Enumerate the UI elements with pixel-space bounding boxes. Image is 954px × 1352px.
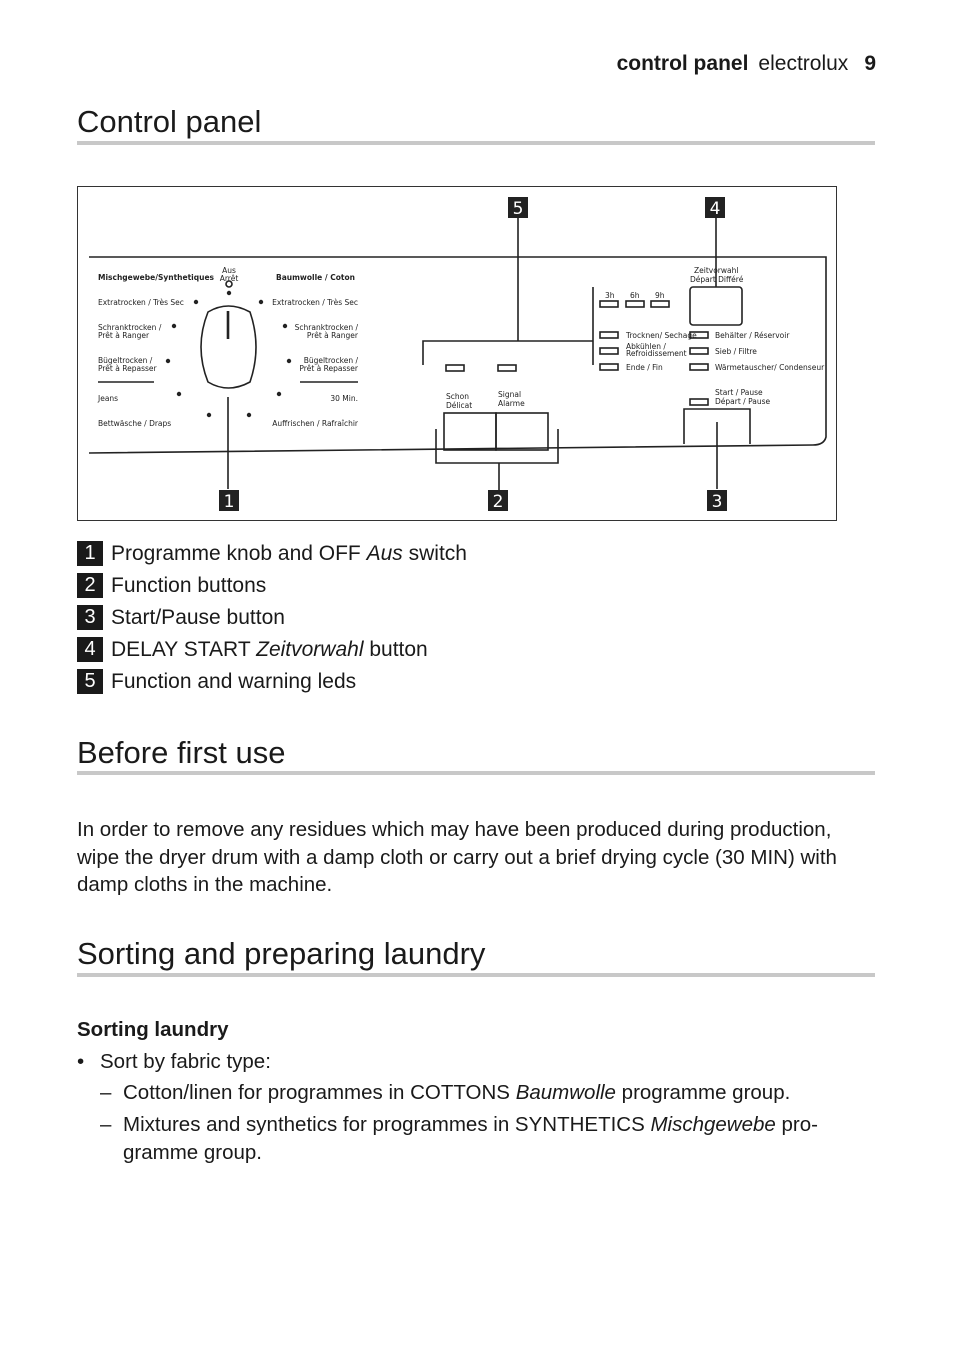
label-schon: Schon [446,392,469,401]
label-synthetics: Mischgewebe/Synthetiques [98,273,215,282]
page-number: 9 [864,52,876,75]
legend-text: Function and warning leds [111,670,357,693]
led-schon [446,365,464,371]
label-alarme: Alarme [498,399,525,408]
prog-left-1: Extratrocken / Très Sec [98,298,184,307]
control-panel-drawing [78,187,838,522]
prog-right-5: Auffrischen / Rafraîchir [272,419,358,428]
dash-italic: Baumwolle [515,1081,616,1104]
legend-italic: Aus [366,542,403,565]
legend-text-after: switch [402,542,467,565]
subheading-sorting-laundry: Sorting laundry [77,1018,229,1041]
legend-item [77,669,356,694]
legend-item [77,637,428,662]
label-depart-pause: Départ / Pause [715,397,771,406]
led-6h [626,301,644,307]
dash-continuation: gramme group. [123,1141,263,1164]
label-zeitvorwahl: Zeitvorwahl [694,266,739,275]
dash-text: Cotton/linen for programmes in COTTONS [123,1081,516,1104]
dash-item [123,1079,790,1107]
prog-right-1: Extratrocken / Très Sec [272,298,358,307]
prog-right-3b: Prêt à Repasser [299,364,358,373]
callout-2: 2 [492,492,504,512]
function-button-1 [444,413,496,450]
legend-number: 5 [77,669,103,694]
function-button-2 [496,413,548,450]
header-section: control panel [616,52,749,75]
label-6h: 6h [630,291,640,300]
legend-text: Programme knob and OFF [111,542,367,565]
header-brand: electrolux [758,52,849,75]
prog-left-3b: Prêt à Repasser [98,364,157,373]
label-aus: Aus [222,266,236,275]
callout-4: 4 [709,199,721,219]
label-arret: Arrêt [219,274,239,283]
led-label-abkuhlen-a: Abkühlen / [626,342,666,351]
label-start-pause: Start / Pause [715,388,763,397]
bullet-mark: • [77,1050,85,1073]
intro-line: In order to remove any residues which may have been produced during production, [77,818,832,841]
led-label-warmetauscher: Wärmetauscher/ Condenseur [715,363,825,372]
prog-left-2a: Schranktrocken / [98,323,162,332]
intro-paragraph [77,816,877,899]
label-signal: Signal [498,390,522,399]
prog-left-3a: Bügeltrocken / [98,356,153,365]
bullet-text: Sort by fabric type: [100,1050,271,1073]
legend-item [77,605,285,630]
heading-sorting: Sorting and preparing laundry [77,936,486,971]
led-label-ende: Ende / Fin [626,363,663,372]
label-delicat: Délicat [446,401,473,410]
heading-before-first-use: Before first use [77,735,286,770]
legend-text: Function buttons [111,574,267,597]
prog-right-2a: Schranktrocken / [294,323,358,332]
dash-text-after: programme group. [615,1081,791,1104]
led-label-abkuhlen-b: Refroidissement [626,349,687,358]
dash-text: Mixtures and synthetics for programmes in SYNTHETICS [123,1113,651,1136]
heading-rule [77,973,875,977]
led-label-trocknen: Trocknen/ Sechage [626,331,697,340]
dash-mark: – [100,1113,112,1136]
callout-1: 1 [223,492,235,512]
heading-rule [77,141,875,145]
dash-text-after: pro- [775,1113,818,1136]
prog-left-4: Jeans [98,394,119,403]
legend-number: 3 [77,605,103,630]
intro-line: damp cloths in the machine. [77,873,333,896]
prog-right-4: 30 Min. [330,394,358,403]
label-3h: 3h [605,291,615,300]
callout-3: 3 [711,492,723,512]
prog-right-2b: Prêt à Ranger [306,331,358,340]
prog-right-3a: Bügeltrocken / [303,356,358,365]
label-9h: 9h [655,291,665,300]
heading-rule [77,771,875,775]
dash-item [123,1111,818,1139]
callout-5: 5 [512,199,524,219]
label-cotton: Baumwolle / Coton [276,273,355,282]
led-signal [498,365,516,371]
legend-item [77,573,266,598]
legend-number: 2 [77,573,103,598]
label-depart-differe: Départ Différé [690,275,744,284]
dash-mark: – [100,1081,112,1104]
legend-text: DELAY START [111,638,257,661]
legend-item [77,541,467,566]
legend-italic: Zeitvorwahl [256,638,364,661]
running-header [617,52,876,76]
legend-text: Start/Pause button [111,606,285,629]
led-label-behalter: Behälter / Réservoir [715,331,790,340]
prog-left-2b: Prêt à Ranger [98,331,150,340]
intro-line: wipe the dryer drum with a damp cloth or carry out a brief drying cycle (30 MIN) with [77,845,837,869]
control-panel-figure [77,186,837,521]
led-9h [651,301,669,307]
led-3h [600,301,618,307]
heading-control-panel: Control panel [77,104,262,139]
dash-italic: Mischgewebe [650,1113,776,1136]
prog-left-5: Bettwäsche / Draps [98,419,172,428]
legend-number: 4 [77,637,103,662]
led-label-sieb: Sieb / Filtre [715,347,757,356]
legend-number: 1 [77,541,103,566]
legend-text-after: button [363,638,428,661]
delay-start-button [690,287,742,325]
